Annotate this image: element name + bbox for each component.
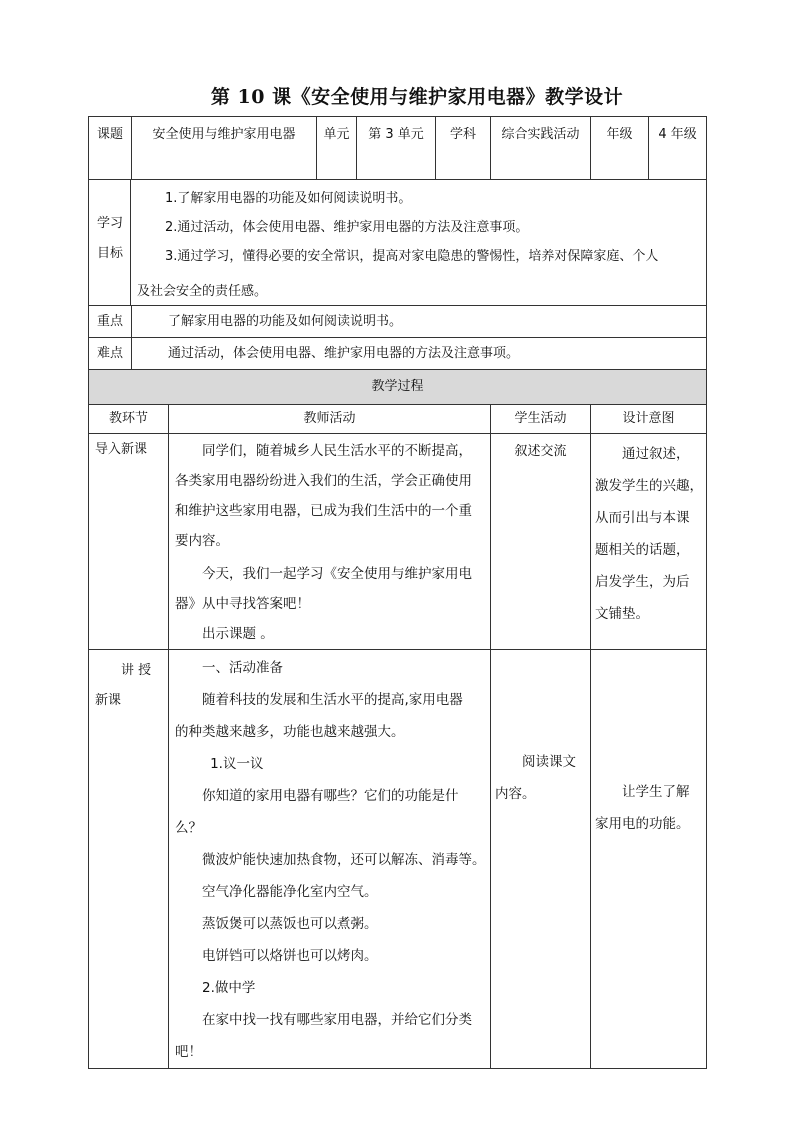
lecture-student	[491, 650, 591, 1069]
teacher-line: 电饼铛可以烙饼也可以烤肉。	[202, 948, 378, 964]
goal-item: 3.通过学习，懂得必要的安全常识，提高对家电隐患的警惕性，培养对保障家庭、个人	[165, 249, 659, 264]
grade-label: 年级	[591, 117, 649, 180]
lecture-student-2: 内容。	[495, 786, 536, 802]
lecture-student-1: 阅读课文	[522, 754, 577, 770]
col-teacher: 教师活动	[169, 405, 491, 434]
subject-label: 学科	[436, 117, 491, 180]
difficulty-text: 通过活动，体会使用电器、维护家用电器的方法及注意事项。	[132, 338, 707, 370]
intent-line: 启发学生，为后	[595, 574, 690, 590]
intro-teacher	[169, 434, 491, 650]
subject-value: 综合实践活动	[491, 117, 591, 180]
goal-item: 1.了解家用电器的功能及如何阅读说明书。	[165, 191, 412, 206]
intent-line: 题相关的话题，	[595, 542, 690, 558]
teacher-line: 1.议一议	[210, 756, 264, 772]
lesson-plan-table	[88, 116, 707, 1069]
topic-value: 安全使用与维护家用电器	[132, 117, 317, 180]
intent-line: 激发学生的兴趣，	[595, 478, 704, 494]
teacher-line: 一、活动准备	[202, 660, 283, 676]
topic-label: 课题	[89, 117, 132, 180]
teacher-line: 在家中找一找有哪些家用电器，并给它们分类	[202, 1012, 472, 1028]
lecture-intent-1: 让学生了解	[622, 784, 690, 800]
lecture-intent	[591, 650, 707, 1069]
teacher-line: 今天，我们一起学习《安全使用与维护家用电	[202, 566, 472, 582]
difficulty-label: 难点	[89, 338, 132, 370]
teacher-line: 么？	[175, 820, 202, 836]
teacher-line: 的种类越来越多，功能也越来越强大。	[175, 724, 405, 740]
document-title: 第 10 课《安全使用与维护家用电器》教学设计	[210, 86, 624, 108]
teacher-line: 同学们，随着城乡人民生活水平的不断提高，	[202, 443, 472, 459]
lecture-intent-2: 家用电的功能。	[595, 816, 690, 832]
teacher-line: 微波炉能快速加热食物，还可以解冻、消毒等。	[202, 852, 486, 868]
learning-goals-cell	[89, 180, 707, 306]
teacher-line: 各类家用电器纷纷进入我们的生活，学会正确使用	[175, 473, 472, 489]
goal-item-continued: 及社会安全的责任感。	[137, 284, 268, 299]
intent-line: 文铺垫。	[595, 606, 650, 622]
lecture-teacher	[169, 650, 491, 1069]
goals-label-2: 目标	[96, 246, 123, 261]
key-point-text: 了解家用电器的功能及如何阅读说明书。	[132, 306, 707, 338]
teacher-line: 和维护这些家用电器，已成为我们生活中的一个重	[175, 503, 472, 519]
lecture-stage	[89, 650, 169, 1069]
lecture-stage-1: 讲 授	[121, 663, 152, 678]
goals-label-1: 学习	[96, 216, 123, 231]
intro-intent	[591, 434, 707, 650]
intent-line: 从而引出与本课	[595, 510, 690, 526]
unit-label: 单元	[317, 117, 357, 180]
col-stage: 教环节	[89, 405, 169, 434]
teacher-line: 要内容。	[175, 533, 229, 549]
teacher-line: 2.做中学	[202, 980, 256, 996]
intro-stage: 导入新课	[89, 434, 169, 650]
teacher-line: 出示课题 。	[202, 626, 274, 642]
teacher-line: 器》从中寻找答案吧！	[175, 596, 310, 612]
teacher-line: 你知道的家用电器有哪些？它们的功能是什	[202, 788, 459, 804]
teacher-line: 空气净化器能净化室内空气。	[202, 884, 378, 900]
intent-line: 通过叙述，	[622, 446, 690, 462]
unit-value: 第 3 单元	[357, 117, 436, 180]
col-intent: 设计意图	[591, 405, 707, 434]
process-banner: 教学过程	[89, 370, 707, 405]
goals-list	[131, 184, 707, 271]
teacher-line: 随着科技的发展和生活水平的提高,家用电器	[202, 692, 463, 708]
grade-value: 4 年级	[649, 117, 707, 180]
goals-label-box	[89, 180, 131, 306]
goal-item: 2.通过活动，体会使用电器、维护家用电器的方法及注意事项。	[165, 220, 529, 235]
col-student: 学生活动	[491, 405, 591, 434]
teacher-line: 蒸饭煲可以蒸饭也可以煮粥。	[202, 916, 378, 932]
key-point-label: 重点	[89, 306, 132, 338]
lecture-stage-2: 新课	[95, 693, 122, 708]
intro-student: 叙述交流	[491, 434, 591, 650]
teacher-line: 吧！	[175, 1044, 202, 1060]
